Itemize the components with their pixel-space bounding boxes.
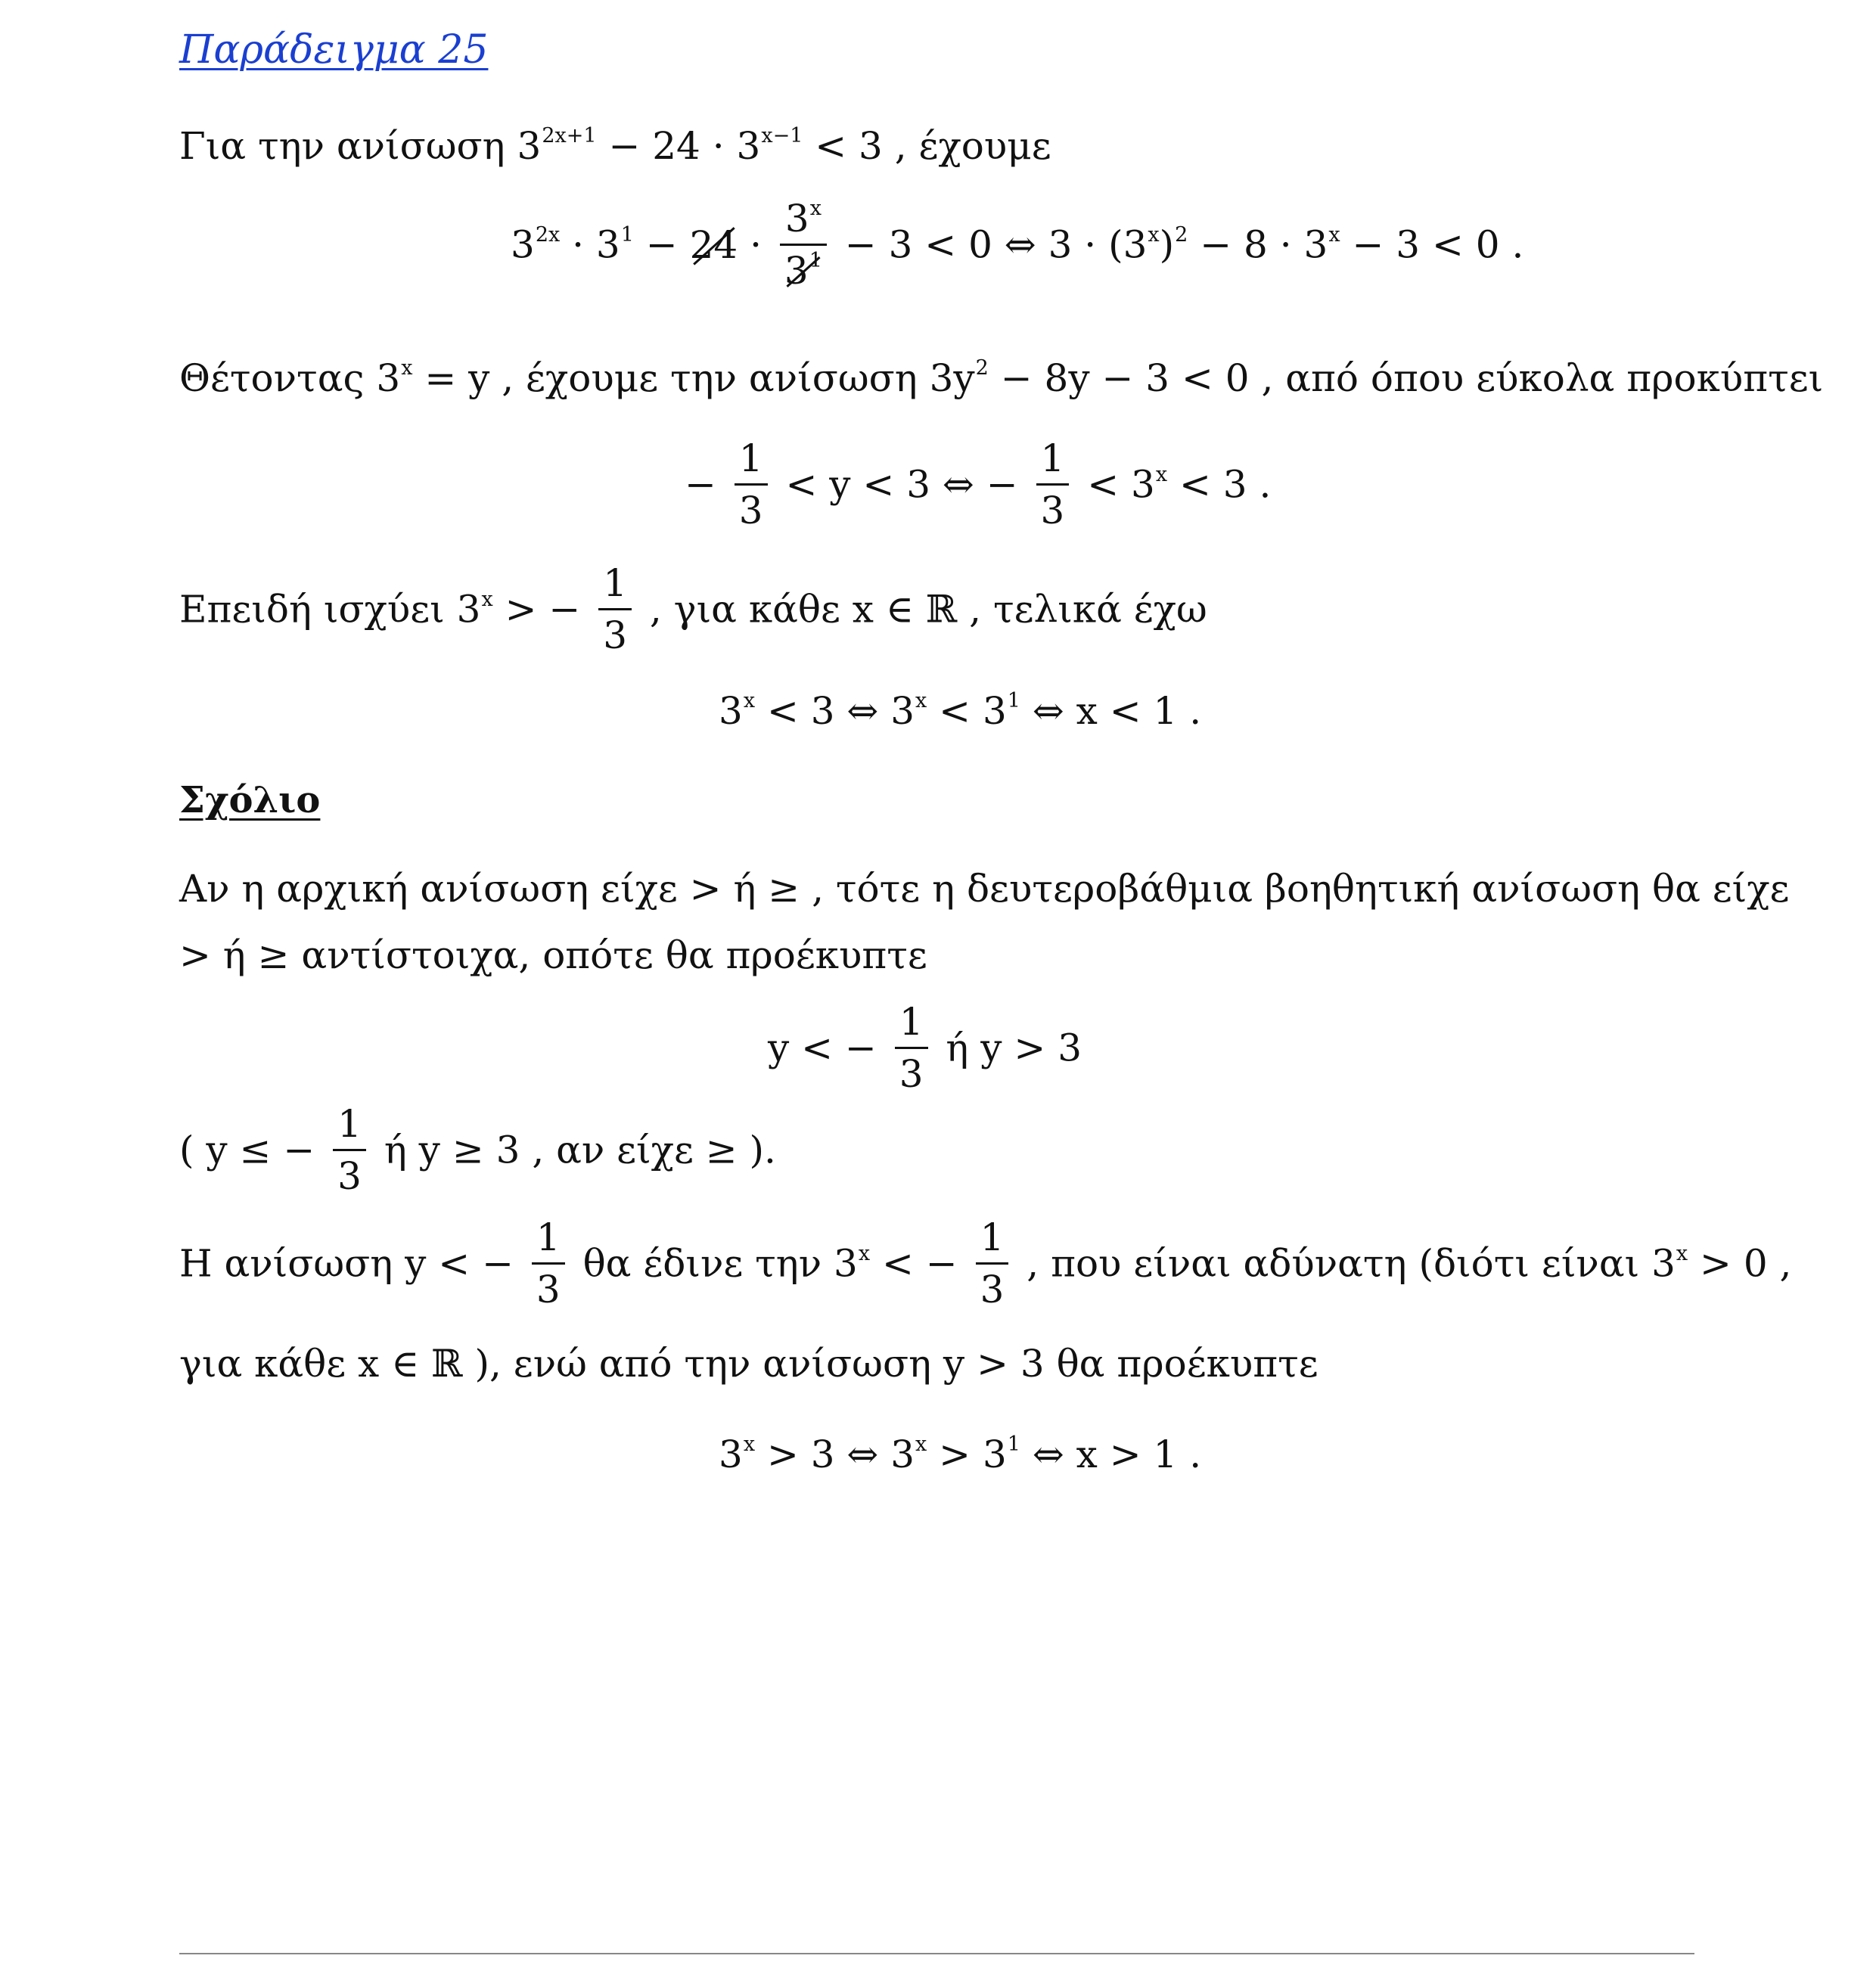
math: ·	[738, 222, 774, 267]
math: 3	[511, 222, 535, 267]
exponent: 1	[1007, 689, 1020, 712]
math: > 0 ,	[1688, 1241, 1792, 1286]
exponent: 2	[1175, 222, 1188, 247]
fraction	[735, 436, 768, 532]
math: − 3 < 0 ⇔ 3 · (3	[832, 222, 1148, 267]
numerator: 1	[532, 1218, 565, 1265]
numerator: 1	[976, 1218, 1009, 1265]
comment-line-5: για κάθε x ∈ ℝ ), ενώ από την ανίσωση y > 3 θα προέκυπτε	[179, 1342, 1318, 1386]
math: < 3	[927, 689, 1007, 733]
fraction	[780, 197, 827, 293]
math: ⇔ x > 1 .	[1020, 1433, 1202, 1476]
numerator: 1	[333, 1105, 366, 1151]
text: Για την ανίσωση	[179, 124, 517, 168]
denominator: 3	[980, 1268, 1005, 1311]
example-title[interactable]: Παράδειγμα 25	[179, 27, 489, 73]
math: − 24 · 3	[596, 124, 761, 168]
denominator: 3	[1040, 489, 1065, 532]
denominator: 3	[603, 613, 627, 657]
text: Η ανίσωση y < −	[179, 1241, 526, 1286]
numerator: 3	[784, 197, 809, 241]
exponent: 2x+1	[542, 124, 597, 147]
denominator: 3	[536, 1268, 561, 1311]
numerator: 1	[735, 439, 768, 486]
math: − 8 · 3	[1188, 222, 1328, 267]
equation-1	[511, 197, 1524, 293]
fraction	[598, 561, 632, 657]
denominator: 3	[337, 1154, 362, 1198]
exponent: x	[743, 1433, 756, 1456]
exponent: x	[915, 1433, 927, 1456]
numerator: 1	[598, 564, 632, 610]
exponent: 2	[975, 356, 989, 380]
cancelled-term: 24	[689, 222, 738, 267]
exponent: 1	[620, 222, 634, 247]
exponent: x	[1328, 222, 1340, 247]
exponent: 2x	[535, 222, 561, 247]
math: < y < 3 ⇔ −	[773, 462, 1030, 507]
substitution-line	[179, 356, 1824, 400]
exponent: x	[858, 1241, 871, 1265]
text: = y , έχουμε την ανίσωση 3y	[412, 356, 975, 400]
fraction	[1036, 436, 1070, 532]
math: < 3 .	[1167, 462, 1272, 507]
math: ( y ≤ −	[179, 1128, 328, 1172]
exponent: x	[481, 587, 493, 611]
comment-line-1: Αν η αρχική ανίσωση είχε > ή ≥ , τότε η δευτεροβάθμια βοηθητική ανίσωση θα είχε	[179, 867, 1790, 911]
math: ⇔ x < 1 .	[1020, 689, 1202, 733]
exponent: x	[915, 689, 927, 712]
text: , για κάθε x ∈ ℝ , τελικά έχω	[638, 587, 1207, 632]
text: < 3 , έχουμε	[803, 124, 1051, 168]
fraction	[333, 1102, 366, 1198]
math: 3	[719, 689, 743, 733]
equation-5	[719, 1433, 1202, 1476]
text: θα έδινε την 3	[570, 1241, 858, 1286]
text: Επειδή ισχύει 3	[179, 587, 481, 632]
math: 3	[719, 1433, 743, 1476]
exponent: x−1	[761, 124, 803, 147]
text: Θέτοντας 3	[179, 356, 401, 400]
math: y < −	[768, 1026, 889, 1070]
comment-line-4	[179, 1215, 1792, 1311]
comment-heading: Σχόλιο	[179, 779, 321, 821]
math: − 3 < 0 .	[1340, 222, 1524, 267]
exponent: x	[809, 197, 822, 220]
fraction	[532, 1215, 565, 1311]
text: − 8y − 3 < 0 , από όπου εύκολα προκύπτει	[988, 356, 1824, 400]
math: > 3	[927, 1433, 1007, 1476]
fraction	[895, 1000, 928, 1096]
math: · 3	[560, 222, 620, 267]
fraction	[976, 1215, 1009, 1311]
since-line	[179, 561, 1207, 657]
exponent: x	[1148, 222, 1160, 247]
exponent: 1	[1007, 1433, 1020, 1456]
math: 3	[517, 124, 542, 168]
exponent: x	[1155, 462, 1168, 486]
footer-divider	[179, 1953, 1694, 1954]
equation-4	[768, 1000, 1082, 1096]
math: > −	[492, 587, 593, 632]
denominator: 3	[899, 1052, 924, 1096]
numerator: 1	[1036, 439, 1070, 486]
exponent: x	[401, 356, 413, 380]
text: ή y ≥ 3 , αν είχε ≥ ).	[371, 1128, 776, 1172]
exponent: x	[1676, 1241, 1688, 1265]
intro-line	[179, 124, 1051, 168]
numerator: 1	[895, 1003, 928, 1049]
math: ή y > 3	[933, 1026, 1082, 1070]
comment-line-3	[179, 1102, 776, 1198]
math: −	[633, 222, 690, 267]
text: , που είναι αδύνατη (διότι είναι 3	[1014, 1241, 1676, 1286]
equation-3	[719, 689, 1202, 733]
math: > 3 ⇔ 3	[755, 1433, 915, 1476]
comment-line-2: > ή ≥ αντίστοιχα, οπότε θα προέκυπτε	[179, 933, 927, 977]
math: )	[1159, 222, 1175, 267]
denominator: 3	[738, 489, 763, 532]
math: −	[685, 462, 728, 507]
exponent: x	[743, 689, 756, 712]
cancelled-denominator: 3	[784, 249, 809, 293]
math: < −	[870, 1241, 970, 1286]
math: < 3 ⇔ 3	[755, 689, 915, 733]
equation-2	[685, 436, 1272, 532]
math: < 3	[1075, 462, 1155, 507]
exponent: 1	[809, 249, 822, 272]
